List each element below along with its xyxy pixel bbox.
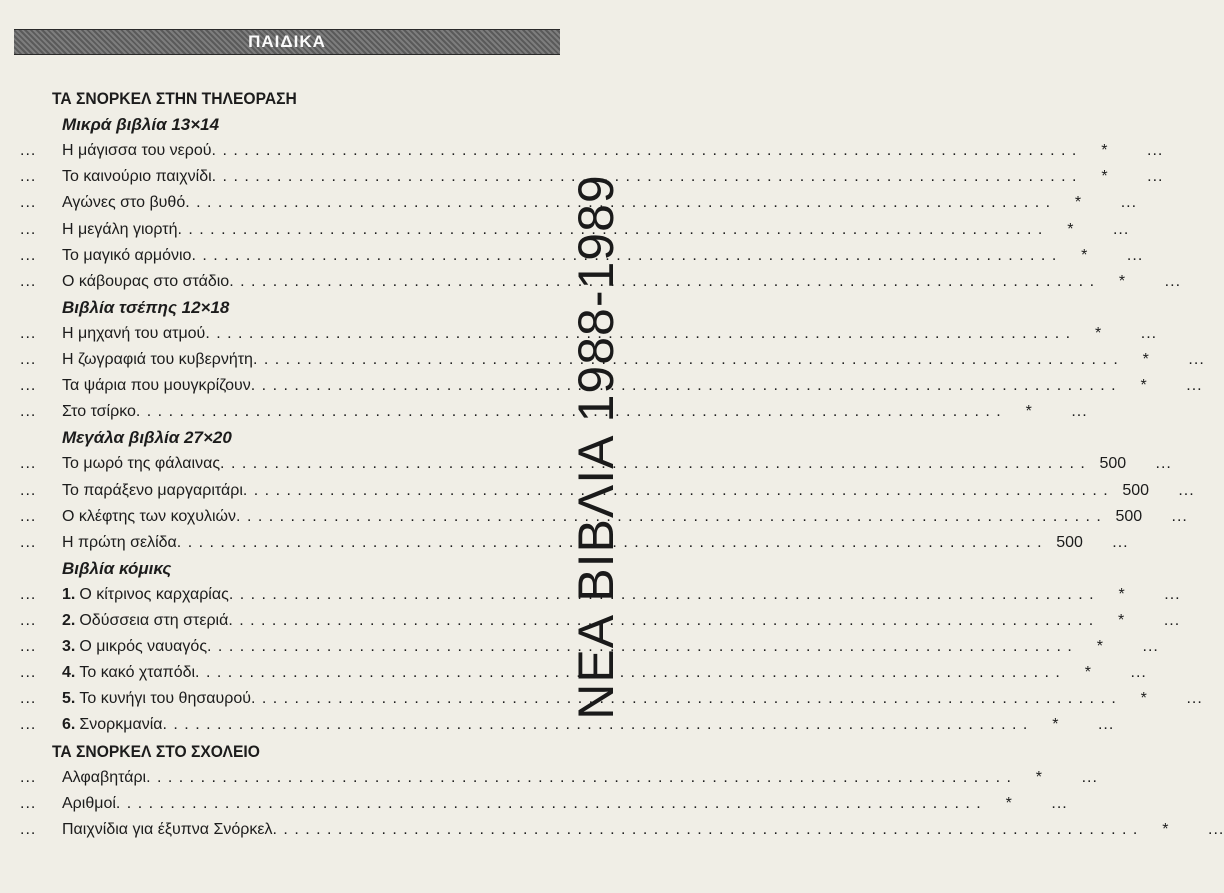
- book-number: 1.: [62, 585, 76, 603]
- book-price: *: [1052, 716, 1059, 734]
- book-price: *: [1140, 377, 1147, 395]
- book-label: [62, 634, 1073, 660]
- trailing-dots: ...: [1164, 272, 1182, 290]
- book-price: *: [1118, 585, 1125, 603]
- trailing-dots: ...: [1051, 794, 1068, 812]
- dot-leader: . . . . . . . . . . . . . . . . . . . . . . . . . . . . . . . . . . . . . . . . . . . . . . . . . . . . . . . . . . . . . . . . . . . . . . . . . . . . . . . .: [229, 272, 1096, 290]
- leading-dots: ...: [20, 638, 37, 656]
- book-title: Το κακό χταπόδι: [79, 664, 196, 682]
- book-label: [62, 478, 1109, 504]
- book-row: [20, 478, 1195, 504]
- book-title: Αλφαβητάρι: [62, 768, 147, 786]
- dot-leader: . . . . . . . . . . . . . . . . . . . . . . . . . . . . . . . . . . . . . . . . . . . . . . . . . . . . . . . . . . . . . . . . . . . . . . . . . . . . . . . .: [242, 481, 1109, 499]
- book-label: [62, 817, 1138, 843]
- dot-leader: . . . . . . . . . . . . . . . . . . . . . . . . . . . . . . . . . . . . . . . . . . . . . . . . . . . . . . . . . . . . . . . . . . . . . . . . . . . . . . . .: [252, 351, 1119, 368]
- trailing-dots: ...: [1147, 142, 1164, 160]
- section-heading: ΤΑ ΣΝΟΡΚΕΛ ΣΤΗΝ ΤΗΛΕΟΡΑΣΗ: [52, 89, 297, 108]
- dot-leader: . . . . . . . . . . . . . . . . . . . . . . . . . . . . . . . . . . . . . . . . . . . . . . . . . . . . . . . . . . . . . . . . . . . . . . . . . . . . . . . .: [176, 533, 1043, 551]
- trailing-dots: ...: [1147, 168, 1164, 186]
- leading-dots: ...: [20, 585, 37, 603]
- book-label: [62, 791, 982, 817]
- book-title: Οδύσσεια στη στεριά: [79, 612, 229, 629]
- book-label: [62, 243, 1057, 269]
- book-label: [62, 530, 1043, 556]
- book-row: [20, 504, 1188, 530]
- trailing-dots: ...: [1071, 403, 1088, 421]
- book-price: *: [1140, 690, 1147, 708]
- dot-leader: . . . . . . . . . . . . . . . . . . . . . . . . . . . . . . . . . . . . . . . . . . . . . . . . . . . . . . . . . . . . . . . . . . . . . . . . . . . . . . . .: [195, 664, 1061, 682]
- book-price: 500: [1122, 481, 1150, 499]
- book-row: [20, 164, 1164, 190]
- book-row: [20, 765, 1098, 791]
- book-price: *: [1096, 638, 1103, 656]
- trailing-dots: ...: [1178, 481, 1195, 499]
- trailing-dots: ...: [1130, 664, 1147, 682]
- section-heading: ΤΑ ΣΝΟΡΚΕΛ ΣΤΟ ΣΧΟΛΕΙΟ: [52, 741, 260, 761]
- book-label: [62, 269, 1095, 295]
- section-header-bar: [14, 29, 560, 55]
- book-price: *: [1101, 168, 1108, 186]
- book-title: Αριθμοί: [62, 794, 116, 812]
- trailing-dots: ...: [1142, 638, 1159, 656]
- dot-leader: . . . . . . . . . . . . . . . . . . . . . . . . . . . . . . . . . . . . . . . . . . . . . . . . . . . . . . . . . . . . . . . . . . . . . . . . . . . . . . . .: [228, 585, 1095, 603]
- dot-leader: . . . . . . . . . . . . . . . . . . . . . . . . . . . . . . . . . . . . . . . . . . . . . . . . . . . . . . . . . . . . . . . . . . . . . . . . . . . . . . . .: [185, 194, 1052, 212]
- book-row: [20, 451, 1172, 477]
- leading-dots: ...: [20, 768, 37, 786]
- book-title: Τα ψάρια που μουγκρίζουν: [62, 377, 251, 395]
- trailing-dots: ...: [1081, 768, 1098, 786]
- dot-leader: . . . . . . . . . . . . . . . . . . . . . . . . . . . . . . . . . . . . . . . . . . . . . . . . . . . . . . . . . . . . . . . . . . . . . . . . . . . . . . . .: [272, 820, 1139, 838]
- book-title: Αγώνες στο βυθό: [62, 194, 186, 212]
- group-subheading: Βιβλία κόμικς: [62, 558, 172, 578]
- book-title: Το μαγικό αρμόνιο: [62, 246, 192, 264]
- trailing-dots: ...: [1186, 377, 1203, 395]
- book-title: Η μεγάλη γιορτή: [62, 220, 178, 238]
- trailing-dots: ...: [1188, 351, 1205, 368]
- dot-leader: . . . . . . . . . . . . . . . . . . . . . . . . . . . . . . . . . . . . . . . . . . . . . . . . . . . . . . . . . . . . . . . . . . . . . . . . . . . . . . . .: [115, 794, 982, 812]
- dot-leader: . . . . . . . . . . . . . . . . . . . . . . . . . . . . . . . . . . . . . . . . . . . . . . . . . . . . . . . . . . . . . . . . . . . . . . . . . . . . . . . .: [228, 612, 1095, 629]
- book-price: *: [1067, 220, 1074, 238]
- book-label: [62, 164, 1077, 190]
- trailing-dots: ...: [1163, 612, 1181, 629]
- book-price: *: [1081, 246, 1088, 264]
- book-title: Το μωρό της φάλαινας: [62, 455, 221, 473]
- book-label: [62, 712, 1028, 738]
- book-number: 4.: [62, 664, 76, 682]
- group-subheading: Βιβλία τσέπης 12×18: [62, 297, 230, 317]
- book-title: Ο μικρός ναυαγός: [79, 638, 208, 656]
- book-title: Η ζωγραφιά του κυβερνήτη: [62, 351, 253, 368]
- leading-dots: ...: [20, 716, 37, 734]
- leading-dots: ...: [20, 351, 37, 368]
- leading-dots: ...: [20, 403, 37, 421]
- leading-dots: ...: [20, 794, 37, 812]
- trailing-dots: ...: [1155, 455, 1172, 473]
- dot-leader: . . . . . . . . . . . . . . . . . . . . . . . . . . . . . . . . . . . . . . . . . . . . . . . . . . . . . . . . . . . . . . . . . . . . . . . . . . . . . . . .: [146, 768, 1012, 786]
- book-number: 6.: [62, 716, 76, 734]
- book-title: Η μάγισσα του νερού: [62, 142, 212, 160]
- trailing-dots: ...: [1186, 690, 1203, 708]
- leading-dots: ...: [20, 142, 37, 160]
- book-price: *: [1025, 403, 1032, 421]
- book-row: [20, 243, 1144, 269]
- leading-dots: ...: [20, 272, 37, 290]
- book-number: 2.: [62, 612, 76, 629]
- leading-dots: ...: [20, 168, 37, 186]
- dot-leader: . . . . . . . . . . . . . . . . . . . . . . . . . . . . . . . . . . . . . . . . . . . . . . . . . . . . . . . . . . . . . . . . . . . . . . . . . . . . . . . .: [207, 638, 1073, 656]
- book-price: *: [1035, 768, 1043, 786]
- book-title: Παιχνίδια για έξυπνα Σνόρκελ: [62, 820, 273, 838]
- trailing-dots: ...: [1112, 220, 1130, 238]
- book-price: 500: [1115, 507, 1143, 525]
- leading-dots: ...: [20, 612, 37, 629]
- dot-leader: . . . . . . . . . . . . . . . . . . . . . . . . . . . . . . . . . . . . . . . . . . . . . . . . . . . . . . . . . . . . . . . . . . . . . . . . . . . . . . . .: [250, 377, 1117, 395]
- book-row: [20, 712, 1115, 738]
- leading-dots: ...: [20, 481, 37, 499]
- section-title: ΠΑΙΔΙΚΑ: [248, 32, 326, 51]
- book-price: *: [1162, 820, 1169, 838]
- book-title: Το παράξενο μαργαριτάρι: [62, 481, 243, 499]
- book-label: [62, 217, 1043, 243]
- book-price: *: [1118, 272, 1126, 290]
- book-price: 500: [1099, 455, 1127, 473]
- book-price: *: [1084, 664, 1091, 682]
- trailing-dots: ...: [1120, 194, 1138, 212]
- dot-leader: . . . . . . . . . . . . . . . . . . . . . . . . . . . . . . . . . . . . . . . . . . . . . . . . . . . . . . . . . . . . . . . . . . . . . . . . . . . . . . . .: [220, 455, 1086, 473]
- dot-leader: . . . . . . . . . . . . . . . . . . . . . . . . . . . . . . . . . . . . . . . . . . . . . . . . . . . . . . . . . . . . . . . . . . . . . . . . . . . . . . . .: [135, 403, 1002, 421]
- book-label: [62, 138, 1077, 164]
- leading-dots: ...: [20, 246, 37, 264]
- book-row: [20, 399, 1088, 425]
- book-label: [62, 582, 1095, 608]
- book-title: Ο κλέφτης των κοχυλιών: [62, 507, 237, 525]
- dot-leader: . . . . . . . . . . . . . . . . . . . . . . . . . . . . . . . . . . . . . . . . . . . . . . . . . . . . . . . . . . . . . . . . . . . . . . . . . . . . . . . .: [250, 690, 1117, 708]
- book-title: Το κυνήγι του θησαυρού: [79, 690, 251, 708]
- side-title-text: ΝΕΑ ΒΙΒΛΙΑ 1988-1989: [568, 174, 624, 720]
- book-label: [62, 321, 1071, 347]
- dot-leader: . . . . . . . . . . . . . . . . . . . . . . . . . . . . . . . . . . . . . . . . . . . . . . . . . . . . . . . . . . . . . . . . . . . . . . . . . . . . . . . .: [211, 142, 1078, 160]
- book-price: *: [1005, 794, 1012, 812]
- group-subheading: Μεγάλα βιβλία 27×20: [62, 428, 232, 448]
- dot-leader: . . . . . . . . . . . . . . . . . . . . . . . . . . . . . . . . . . . . . . . . . . . . . . . . . . . . . . . . . . . . . . . . . . . . . . . . . . . . . . . .: [162, 716, 1029, 734]
- book-row: [20, 217, 1130, 243]
- book-title: Η μηχανή του ατμού: [62, 324, 206, 342]
- leading-dots: ...: [20, 194, 37, 212]
- trailing-dots: ...: [1164, 585, 1181, 603]
- book-label: [62, 399, 1002, 425]
- dot-leader: . . . . . . . . . . . . . . . . . . . . . . . . . . . . . . . . . . . . . . . . . . . . . . . . . . . . . . . . . . . . . . . . . . . . . . . . . . . . . . . .: [177, 220, 1044, 238]
- group-subheading: Μικρά βιβλία 13×14: [62, 115, 220, 135]
- dot-leader: . . . . . . . . . . . . . . . . . . . . . . . . . . . . . . . . . . . . . . . . . . . . . . . . . . . . . . . . . . . . . . . . . . . . . . . . . . . . . . . .: [211, 168, 1078, 186]
- leading-dots: ...: [20, 507, 37, 525]
- book-row: [20, 608, 1181, 634]
- book-row: [20, 347, 1205, 373]
- trailing-dots: ...: [1140, 324, 1158, 342]
- book-row: [20, 660, 1147, 686]
- book-number: 5.: [62, 690, 76, 708]
- book-price: *: [1118, 612, 1125, 629]
- leading-dots: ...: [20, 220, 37, 238]
- book-row: [20, 138, 1164, 164]
- dot-leader: . . . . . . . . . . . . . . . . . . . . . . . . . . . . . . . . . . . . . . . . . . . . . . . . . . . . . . . . . . . . . . . . . . . . . . . . . . . . . . . .: [236, 507, 1102, 525]
- leading-dots: ...: [20, 820, 37, 838]
- book-title: Στο τσίρκο: [62, 403, 136, 421]
- leading-dots: ...: [20, 377, 37, 395]
- trailing-dots: ...: [1126, 246, 1144, 264]
- book-label: [62, 190, 1051, 216]
- book-label: [62, 504, 1102, 530]
- leading-dots: ...: [20, 690, 37, 708]
- book-number: 3.: [62, 638, 76, 656]
- book-label: [62, 608, 1094, 634]
- book-label: [62, 451, 1086, 477]
- book-title: Το καινούριο παιχνίδι: [62, 168, 212, 186]
- book-price: *: [1101, 142, 1108, 160]
- book-label: [62, 765, 1012, 791]
- book-row: [20, 530, 1129, 556]
- book-row: [20, 791, 1068, 817]
- trailing-dots: ...: [1208, 820, 1224, 838]
- book-row: [20, 582, 1181, 608]
- book-title: Η πρώτη σελίδα: [62, 533, 177, 551]
- book-title: Σνορκμανία: [79, 716, 163, 734]
- book-row: [20, 321, 1158, 347]
- book-price: *: [1142, 351, 1149, 368]
- book-row: [20, 634, 1159, 660]
- book-label: [62, 347, 1119, 373]
- trailing-dots: ...: [1112, 533, 1129, 551]
- dot-leader: . . . . . . . . . . . . . . . . . . . . . . . . . . . . . . . . . . . . . . . . . . . . . . . . . . . . . . . . . . . . . . . . . . . . . . . . . . . . . . . .: [205, 324, 1072, 342]
- book-title: Ο κίτρινος καρχαρίας: [79, 585, 229, 603]
- book-row: [20, 190, 1138, 216]
- book-label: [62, 686, 1117, 712]
- trailing-dots: ...: [1171, 507, 1188, 525]
- leading-dots: ...: [20, 455, 37, 473]
- leading-dots: ...: [20, 664, 37, 682]
- book-label: [62, 660, 1061, 686]
- book-row: [20, 686, 1203, 712]
- book-label: [62, 373, 1117, 399]
- book-title: Ο κάβουρας στο στάδιο: [62, 272, 230, 290]
- book-price: *: [1074, 194, 1082, 212]
- book-row: [20, 817, 1224, 843]
- leading-dots: ...: [20, 533, 37, 551]
- trailing-dots: ...: [1097, 716, 1115, 734]
- book-row: [20, 269, 1182, 295]
- book-price: 500: [1056, 533, 1083, 551]
- dot-leader: . . . . . . . . . . . . . . . . . . . . . . . . . . . . . . . . . . . . . . . . . . . . . . . . . . . . . . . . . . . . . . . . . . . . . . . . . . . . . . . .: [191, 246, 1058, 264]
- leading-dots: ...: [20, 324, 37, 342]
- book-row: [20, 373, 1203, 399]
- book-price: *: [1095, 324, 1102, 342]
